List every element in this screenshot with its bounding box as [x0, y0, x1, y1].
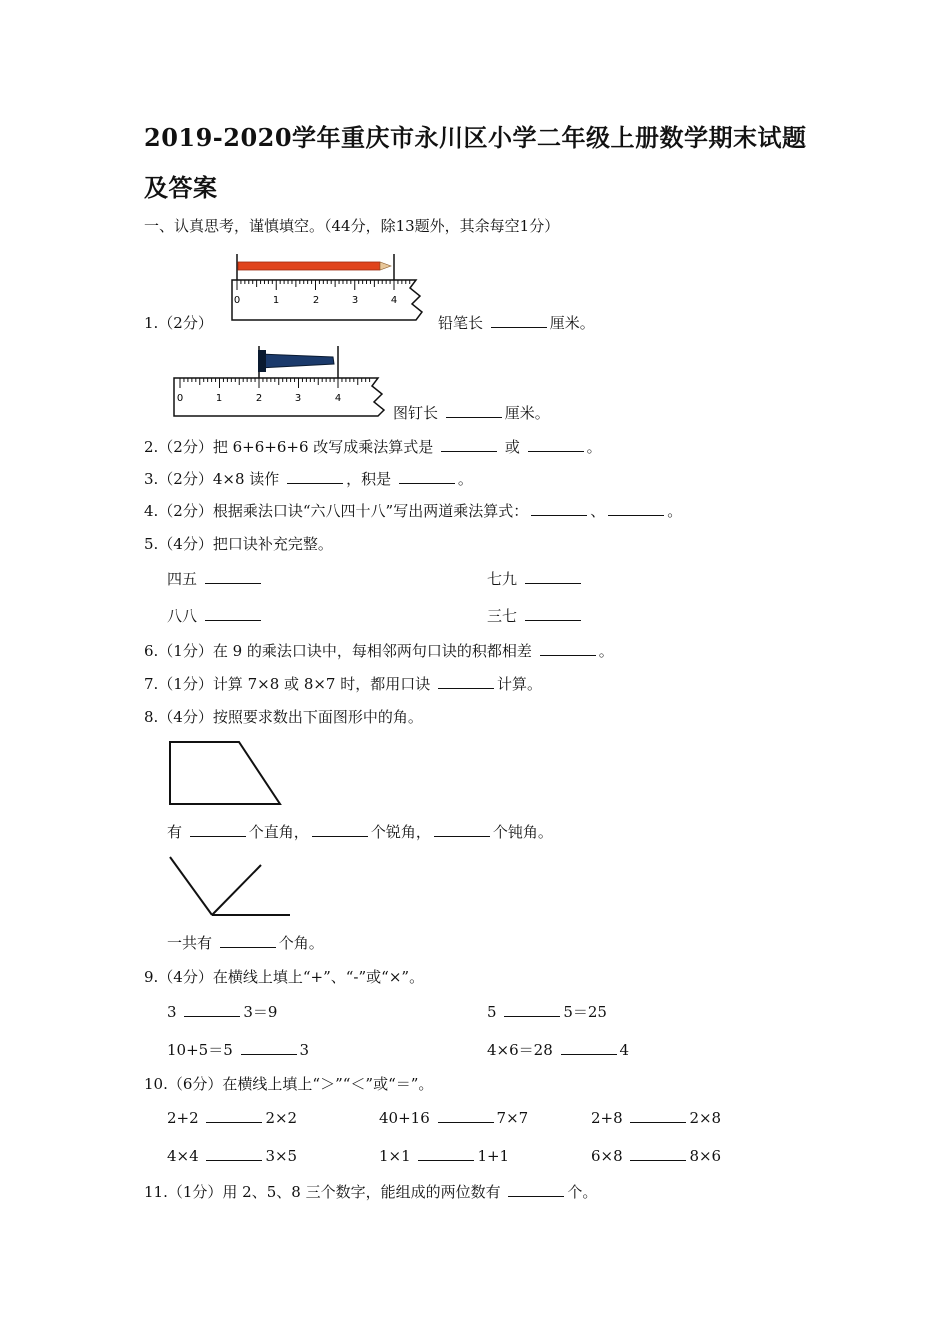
q9-blank-3[interactable]	[241, 1040, 297, 1055]
q9-expr-1-right: 3＝9	[243, 1003, 278, 1021]
q9-expr-1	[167, 1001, 277, 1022]
q4-blank-2[interactable]	[608, 501, 664, 516]
ruler-label-0: 0	[233, 295, 241, 306]
q1-pencil-pre: 铅笔长	[438, 314, 484, 332]
q2-text: 2.（2分）把 6+6+6+6 改写成乘法算式是	[144, 438, 434, 456]
ruler-label-4: 4	[334, 393, 342, 404]
q10-compare-2	[379, 1108, 528, 1127]
q10-blank-1[interactable]	[206, 1108, 262, 1123]
q5-blank-1[interactable]	[205, 569, 261, 584]
q10-c4-left: 4×4	[167, 1147, 199, 1165]
q9-expr-4	[487, 1039, 629, 1060]
q3-mid: ，积是	[346, 470, 392, 488]
q8-p3: 个锐角，	[370, 823, 431, 841]
nail-ruler-figure	[168, 342, 398, 422]
q1-nail-pre: 图钉长	[393, 404, 439, 422]
q10-compare-3	[591, 1108, 721, 1127]
q9-expr-2-right: 5＝25	[563, 1003, 607, 1021]
question-4	[144, 500, 682, 521]
q8-blank-total[interactable]	[220, 933, 276, 948]
q5-item-1-label: 四五	[167, 570, 198, 588]
angle-ray-left	[170, 857, 212, 915]
q5-item-4-label: 三七	[487, 607, 518, 625]
document-title-line1: 2019-2020学年重庆市永川区小学二年级上册数学期末试题	[144, 123, 807, 152]
q10-c5-left: 1×1	[379, 1147, 411, 1165]
q6-end: 。	[598, 642, 614, 660]
q9-blank-2[interactable]	[504, 1002, 560, 1017]
q1-pencil-text	[438, 312, 595, 333]
q10-c6-left: 6×8	[591, 1147, 623, 1165]
ruler-label-2: 2	[312, 295, 320, 306]
q1-nail-text	[393, 402, 550, 423]
q2-blank-1[interactable]	[441, 437, 497, 452]
q9-expr-4-left: 4×6＝28	[487, 1041, 553, 1059]
q2-blank-2[interactable]	[528, 437, 584, 452]
q4-text: 4.（2分）根据乘法口诀“六八四十八”写出两道乘法算式：	[144, 502, 529, 520]
q10-text: 10.（6分）在横线上填上“＞”“＜”或“＝”。	[144, 1075, 434, 1093]
q5-blank-4[interactable]	[525, 606, 581, 621]
q9-expr-3	[167, 1039, 309, 1060]
q8-q1: 一共有	[167, 934, 213, 952]
q4-blank-1[interactable]	[531, 501, 587, 516]
q7-text: 7.（1分）计算 7×8 或 8×7 时，都用口诀	[144, 675, 431, 693]
q3-blank-1[interactable]	[287, 469, 343, 484]
trapezoid-figure	[168, 740, 283, 806]
nail-body	[259, 354, 334, 368]
q3-blank-2[interactable]	[399, 469, 455, 484]
q10-c3-right: 2×8	[689, 1109, 722, 1127]
question-2	[144, 436, 602, 457]
q11-text: 11.（1分）用 2、5、8 三个数字，能组成的两位数有	[144, 1183, 501, 1201]
q3-end: 。	[457, 470, 473, 488]
q8-text: 8.（4分）按照要求数出下面图形中的角。	[144, 708, 423, 726]
q9-expr-2	[487, 1001, 607, 1022]
q10-compare-6	[591, 1146, 721, 1165]
q2-or: 或	[504, 438, 520, 456]
q3-text: 3.（2分）4×8 读作	[144, 470, 280, 488]
q10-blank-3[interactable]	[630, 1108, 686, 1123]
q9-expr-2-left: 5	[487, 1003, 497, 1021]
pencil-tip	[380, 262, 391, 270]
q10-blank-4[interactable]	[206, 1146, 262, 1161]
q10-c5-right: 1+1	[477, 1147, 510, 1165]
q8-blank-obtuse[interactable]	[434, 822, 490, 837]
document-title-line2: 及答案	[144, 173, 218, 202]
q5-item-2	[487, 568, 584, 589]
q5-item-4	[487, 605, 584, 626]
q8-blank-acute[interactable]	[312, 822, 368, 837]
q1-nail-blank[interactable]	[446, 403, 502, 418]
q10-c1-left: 2+2	[167, 1109, 199, 1127]
q11-blank[interactable]	[508, 1182, 564, 1197]
q7-end: 计算。	[497, 675, 543, 693]
q11-end: 个。	[567, 1183, 598, 1201]
q1-number: 1.（2分）	[144, 314, 213, 332]
q10-blank-2[interactable]	[438, 1108, 494, 1123]
q5-text: 5.（4分）把口诀补充完整。	[144, 535, 333, 553]
pencil-ruler-figure	[228, 250, 438, 330]
q9-blank-1[interactable]	[184, 1002, 240, 1017]
q8-p2: 个直角，	[248, 823, 309, 841]
q10-c3-left: 2+8	[591, 1109, 623, 1127]
ruler-label-3: 3	[351, 295, 359, 306]
q6-blank[interactable]	[540, 641, 596, 656]
q1-pencil-blank[interactable]	[491, 313, 547, 328]
q8-trapezoid-line	[167, 821, 553, 842]
angles-figure	[168, 855, 293, 920]
q1-pencil-post: 厘米。	[549, 314, 595, 332]
q8-blank-right[interactable]	[190, 822, 246, 837]
q9-expr-4-right: 4	[619, 1041, 630, 1059]
q4-sep: 、	[590, 502, 606, 520]
q5-item-3-label: 八八	[167, 607, 198, 625]
q8-p4: 个钝角。	[492, 823, 553, 841]
ruler-label-3: 3	[294, 393, 302, 404]
ruler-label-1: 1	[215, 393, 223, 404]
pencil-body	[238, 262, 380, 270]
nail-head	[258, 350, 266, 372]
question-11	[144, 1181, 597, 1202]
q10-blank-6[interactable]	[630, 1146, 686, 1161]
ruler-label-0: 0	[176, 393, 184, 404]
q8-angle-line	[167, 932, 324, 953]
q9-expr-3-right: 3	[299, 1041, 310, 1059]
angle-ray-middle	[212, 865, 261, 915]
q9-expr-1-left: 3	[167, 1003, 177, 1021]
q10-c6-right: 8×6	[689, 1147, 722, 1165]
q10-compare-5	[379, 1146, 509, 1165]
q10-c4-right: 3×5	[265, 1147, 298, 1165]
q5-blank-3[interactable]	[205, 606, 261, 621]
q5-item-1	[167, 568, 264, 589]
q1-nail-post: 厘米。	[504, 404, 550, 422]
q8-p1: 有	[167, 823, 183, 841]
section-heading: 一、认真思考，谨慎填空。（44分，除13题外，其余每空1分）	[144, 217, 560, 235]
question-6	[144, 640, 614, 661]
question-7	[144, 673, 542, 694]
q10-compare-4	[167, 1146, 297, 1165]
q9-expr-3-left: 10+5＝5	[167, 1041, 233, 1059]
q5-blank-2[interactable]	[525, 569, 581, 584]
q7-blank[interactable]	[438, 674, 494, 689]
q9-text: 9.（4分）在横线上填上“+”、“-”或“×”。	[144, 968, 425, 986]
q5-item-2-label: 七九	[487, 570, 518, 588]
ruler-label-1: 1	[272, 295, 280, 306]
q6-text: 6.（1分）在 9 的乘法口诀中，每相邻两句口诀的积都相差	[144, 642, 532, 660]
q2-end: 。	[586, 438, 602, 456]
ruler-label-4: 4	[390, 295, 398, 306]
q10-c1-right: 2×2	[265, 1109, 298, 1127]
q10-compare-1	[167, 1108, 297, 1127]
trapezoid-shape	[170, 742, 280, 804]
q10-c2-right: 7×7	[496, 1109, 529, 1127]
q9-blank-4[interactable]	[561, 1040, 617, 1055]
question-3	[144, 468, 473, 489]
ruler-label-2: 2	[255, 393, 263, 404]
q8-q2: 个角。	[278, 934, 324, 952]
q10-c2-left: 40+16	[379, 1109, 430, 1127]
q4-end: 。	[667, 502, 683, 520]
q10-blank-5[interactable]	[418, 1146, 474, 1161]
q5-item-3	[167, 605, 264, 626]
